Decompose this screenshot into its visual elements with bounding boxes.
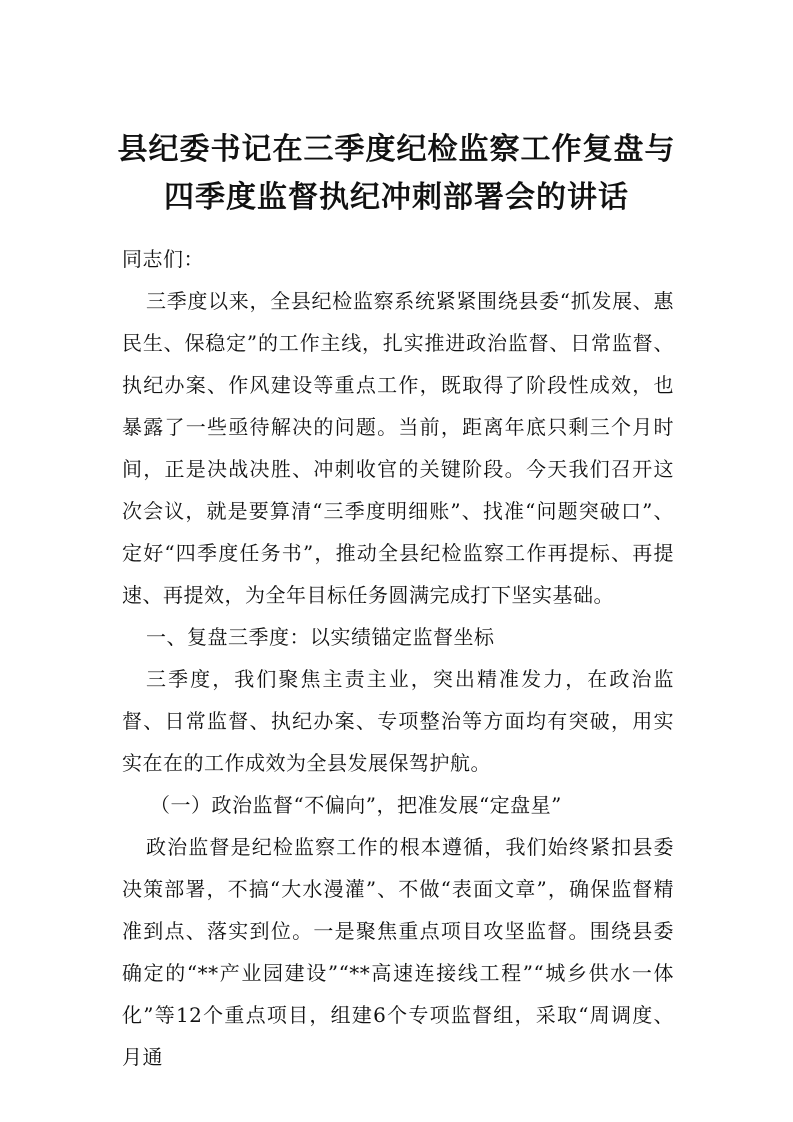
paragraph-3: 政治监督是纪检监察工作的根本遵循，我们始终紧扣县委决策部署，不搞“大水漫灌”、不做“表面文章”，确保监督精准到点、落实到位。一是聚焦重点项目攻坚监督。围绕县委确定的“**产业园建设”“**高速连接线工程”“城乡供水一体化”等12个重点项目，组建6个专项监督组，采取“周调度、月通: [122, 835, 674, 1069]
document-title-line-1: 县纪委书记在三季度纪检监察工作复盘与: [117, 132, 676, 167]
salutation: 同志们：: [122, 247, 204, 271]
document-body: [122, 238, 674, 1078]
subsection-heading-1: （一）政治监督“不偏向”，把准发展“定盘星”: [150, 793, 562, 817]
paragraph-2: 三季度，我们聚焦主责主业，突出精准发力，在政治监督、日常监督、执纪办案、专项整治等方面均有突破，用实实在在的工作成效为全县发展保驾护航。: [122, 667, 674, 775]
paragraph-1: 三季度以来，全县纪检监察系统紧紧围绕县委“抓发展、惠民生、保稳定”的工作主线，扎实推进政治监督、日常监督、执纪办案、作风建设等重点工作，既取得了阶段性成效，也暴露了一些亟待解决的问题。当前，距离年底只剩三个月时间，正是决战决胜、冲刺收官的关键阶段。今天我们召开这次会议，就是要算清“三季度明细账”、找准“问题突破口”、定好“四季度任务书”，推动全县纪检监察工作再提标、再提速、再提效，为全年目标任务圆满完成打下坚实基础。: [122, 289, 674, 607]
section-heading-1: 一、复盘三季度：以实绩锚定监督坐标: [146, 625, 495, 649]
document-title-line-2: 四季度监督执纪冲刺部署会的讲话: [164, 180, 629, 215]
